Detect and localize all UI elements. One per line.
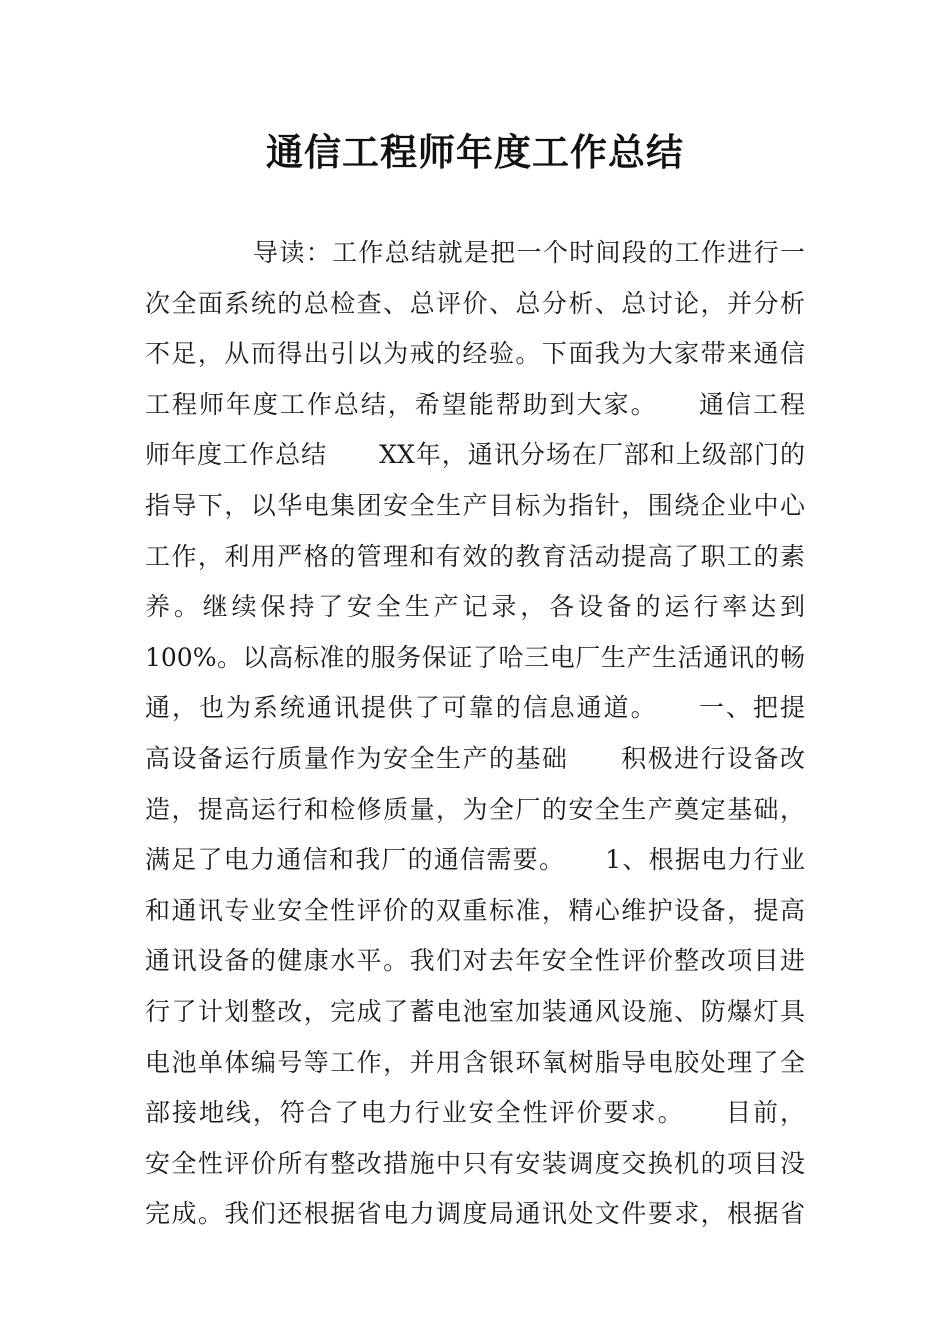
- body-line: 通讯设备的健康水平。我们对去年安全性评价整改项目进: [145, 946, 805, 976]
- body-line: 次全面系统的总检查、总评价、总分析、总讨论，并分析: [145, 288, 805, 318]
- body-line: 完成。我们还根据省电力调度局通讯处文件要求，根据省: [145, 1199, 805, 1229]
- document-body: [145, 228, 805, 1240]
- document-title: 通信工程师年度工作总结: [266, 130, 684, 174]
- body-line: 通，也为系统通讯提供了可靠的信息通道。 一、把提: [145, 693, 805, 723]
- body-line: 导读：工作总结就是把一个时间段的工作进行一: [253, 238, 805, 267]
- body-line: 造，提高运行和检修质量，为全厂的安全生产奠定基础，: [145, 794, 805, 824]
- body-line: 电池单体编号等工作，并用含银环氧树脂导电胶处理了全: [145, 1047, 805, 1077]
- body-line: 指导下，以华电集团安全生产目标为指针，围绕企业中心: [145, 490, 805, 520]
- body-line: 高设备运行质量作为安全生产的基础 积极进行设备改: [145, 743, 805, 773]
- body-line: 师年度工作总结 XX年，通讯分场在厂部和上级部门的: [145, 440, 805, 470]
- body-line: 满足了电力通信和我厂的通信需要。 1、根据电力行业: [145, 845, 805, 875]
- body-line: 100%。以高标准的服务保证了哈三电厂生产生活通讯的畅: [145, 642, 805, 672]
- body-line: 工程师年度工作总结，希望能帮助到大家。 通信工程: [145, 389, 805, 419]
- body-line: 不足，从而得出引以为戒的经验。下面我为大家带来通信: [145, 339, 805, 369]
- body-line: 安全性评价所有整改措施中只有安装调度交换机的项目没: [145, 1148, 805, 1178]
- body-line: 部接地线，符合了电力行业安全性评价要求。 目前，: [145, 1098, 805, 1128]
- body-line: 工作，利用严格的管理和有效的教育活动提高了职工的素: [145, 541, 805, 571]
- body-line: 行了计划整改，完成了蓄电池室加装通风设施、防爆灯具: [145, 996, 805, 1026]
- body-line: 和通讯专业安全性评价的双重标准，精心维护设备，提高: [145, 895, 805, 925]
- body-line: 养。继续保持了安全生产记录，各设备的运行率达到: [145, 592, 805, 622]
